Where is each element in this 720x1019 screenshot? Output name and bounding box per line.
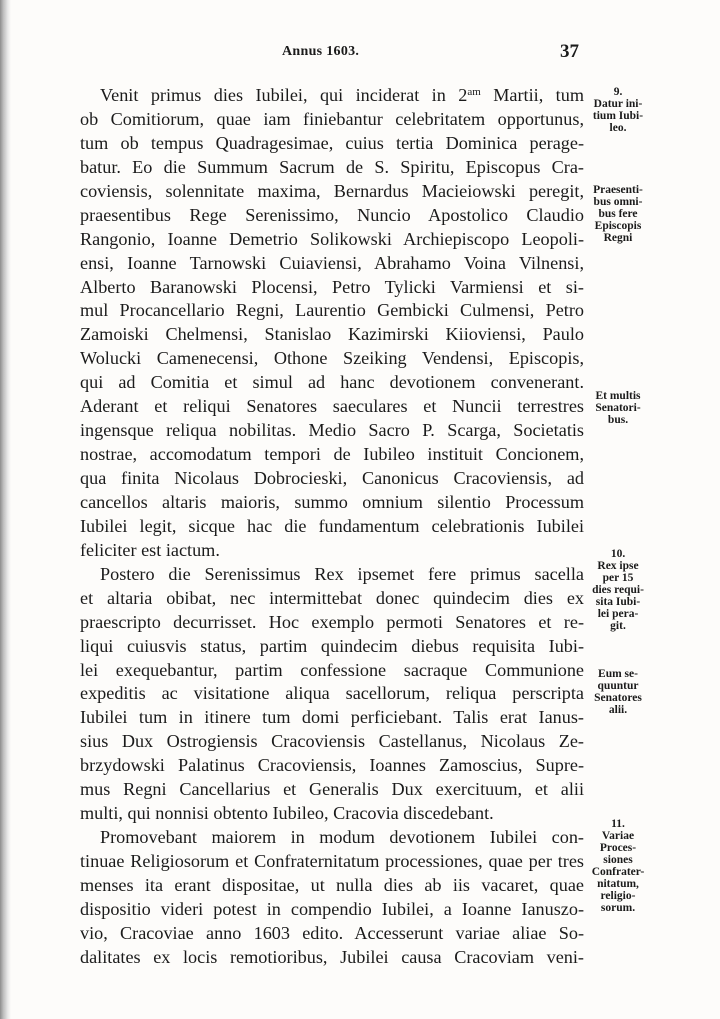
note-line: lei pera-	[597, 608, 639, 620]
text-line: mul Procancellario Regni, Laurentio Gembicki Culmensi, Petro	[80, 300, 584, 321]
note-line: religio-	[600, 890, 636, 902]
text-line: batur. Eo die Summum Sacrum de S. Spiritu, Episcopus Cra-	[80, 156, 584, 177]
text-line: nostrae, accomodatum tempori de Iubileo instituit Concionem,	[80, 444, 584, 465]
text-line: feliciter est iactum.	[80, 539, 220, 560]
text-line: cancellos altaris maioris, summo omnium silentio Processum	[80, 491, 584, 512]
text-line: tinuae Religiosorum et Confraternitatum processiones, quae per tres	[80, 851, 584, 871]
note-line: per 15	[602, 572, 634, 584]
note-line: git.	[610, 620, 626, 632]
note-line: Variae	[601, 830, 635, 842]
note-line: Rex ipse	[597, 560, 639, 572]
note-line: dies requi-	[592, 584, 644, 596]
superscript: am	[467, 86, 481, 98]
note-line: Datur ini-	[593, 98, 643, 110]
text-line: Alberto Baranowski Plocensi, Petro Tylicki Varmiensi et si-	[80, 276, 584, 297]
note-line: bus fere	[598, 208, 638, 220]
text-line: Postero die Serenissimus Rex ipsemet fere primus sacella	[100, 563, 584, 584]
text-line: ensi, Ioanne Tarnowski Cuiaviensi, Abrahamo Voina Vilnensi,	[80, 252, 584, 273]
note-line: sita Iubi-	[595, 596, 641, 608]
text-line: mus Regni Cancellarius et Generalis Dux exercituum, et alii	[80, 779, 584, 800]
text-line: qui ad Comitia et simul ad hanc devotionem convenerant.	[80, 372, 584, 393]
text-line: menses ita erant dispositae, ut nulla dies ab iis vacaret, quae	[80, 874, 584, 895]
text-line-start: Venit primus dies Iubilei, qui inciderat in 2	[100, 85, 468, 105]
text-line: dalitates ex locis remotioribus, Jubilei causa Cracoviam veni-	[80, 946, 584, 967]
note-line: alii.	[608, 704, 628, 716]
text-line: Aderant et reliqui Senatores saeculares et Nuncii terrestres	[80, 396, 584, 417]
text-line: qua finita Nicolaus Dobrocieski, Canonicus Cracoviensis, ad	[80, 468, 584, 488]
text-line: Promovebant maiorem in modum devotionem Iubilei con-	[100, 827, 584, 848]
text-line: Iubilei tum in itinere tum domi perficiebant. Talis erat Ianus-	[80, 707, 584, 728]
text-line: ob Comitiorum, quae iam finiebantur celebritatem opportunus,	[80, 108, 584, 129]
text-line: praescripto decurrisset. Hoc exemplo permoti Senatores et re-	[80, 611, 584, 632]
note-line: Proces-	[599, 842, 637, 854]
page-spine-shadow	[0, 0, 11, 1019]
note-line: Senatores	[594, 692, 642, 704]
text-line: praesentibus Rege Serenissimo, Nuncio Apostolico Claudio	[80, 204, 584, 225]
text-line	[80, 84, 584, 108]
text-line: Iubilei legit, sicque hac die fundamentum celebrationis Iubilei	[80, 515, 584, 536]
marginal-note-9	[586, 86, 650, 134]
text-line: dispositio videri potest in compendio Iubilei, a Ioanne Ianuszo-	[80, 898, 584, 919]
text-line: vio, Cracoviae anno 1603 edito. Accesserunt variae aliae So-	[80, 922, 584, 943]
page-header	[0, 41, 720, 66]
text-line: tum ob tempus Quadragesimae, cuius tertia Dominica perage-	[80, 132, 584, 153]
note-line: leo.	[609, 122, 627, 134]
running-head: Annus 1603.	[282, 44, 360, 59]
text-line: expeditis ac visitatione aliqua sacellorum, reliqua perscripta	[80, 683, 584, 704]
note-line: 11.	[611, 818, 625, 830]
text-line-end: Martii, tum	[480, 85, 584, 105]
note-line: bus.	[607, 414, 629, 426]
marginal-note-11	[586, 818, 650, 914]
note-line: Regni	[603, 232, 633, 244]
text-line: multi, qui nonnisi obtento Iubileo, Cracovia discedebant.	[80, 803, 494, 824]
note-line: tium Iubi-	[592, 110, 644, 122]
note-line: Confrater-	[591, 866, 645, 878]
note-line: 10.	[610, 548, 626, 560]
text-line: sius Dux Ostrogiensis Cracoviensis Castellanus, Nicolaus Ze-	[80, 731, 584, 752]
note-line: nitatum,	[597, 878, 639, 890]
note-line: Et multis	[595, 390, 641, 402]
body-text	[80, 84, 584, 970]
text-line: coviensis, solennitate maxima, Bernardus Macieiowski peregit,	[80, 180, 584, 201]
marginal-note-praesentibus	[586, 184, 650, 244]
note-line: Eum se-	[598, 668, 638, 680]
note-line: quuntur	[597, 680, 639, 692]
text-line: Zamoiski Chelmensi, Stanislao Kazimirski Kiioviensi, Paulo	[80, 324, 584, 345]
text-line: et altaria obibat, nec intermittebat donec quindecim dies ex	[80, 587, 584, 608]
note-line: Episcopis	[594, 220, 642, 232]
page-number: 37	[560, 41, 579, 62]
text-line: ingensque reliqua nobilitas. Medio Sacro P. Scarga, Societatis	[80, 420, 584, 441]
marginal-note-10	[586, 548, 650, 632]
note-line: 9.	[613, 86, 623, 98]
marginal-note-senatores	[586, 390, 650, 426]
marginal-note-sequuntur	[586, 668, 650, 716]
note-line: siones	[603, 854, 633, 866]
text-line: lei exequebantur, partim confessione sacraque Communione	[80, 659, 584, 680]
text-line: brzydowski Palatinus Cracoviensis, Ioannes Zamoscius, Supre-	[80, 755, 584, 776]
note-line: Senatori-	[595, 402, 641, 414]
note-line: sorum.	[600, 902, 636, 914]
note-line: bus omni-	[593, 196, 643, 208]
text-line: Wolucki Camenecensi, Othone Szeiking Vendensi, Episcopis,	[80, 348, 584, 369]
text-line: Rangonio, Ioanne Demetrio Solikowski Archiepiscopo Leopoli-	[80, 228, 584, 249]
note-line: Praesenti-	[593, 184, 643, 196]
text-line: liqui cuiusvis status, partim quindecim diebus requisita Iubi-	[80, 635, 584, 656]
